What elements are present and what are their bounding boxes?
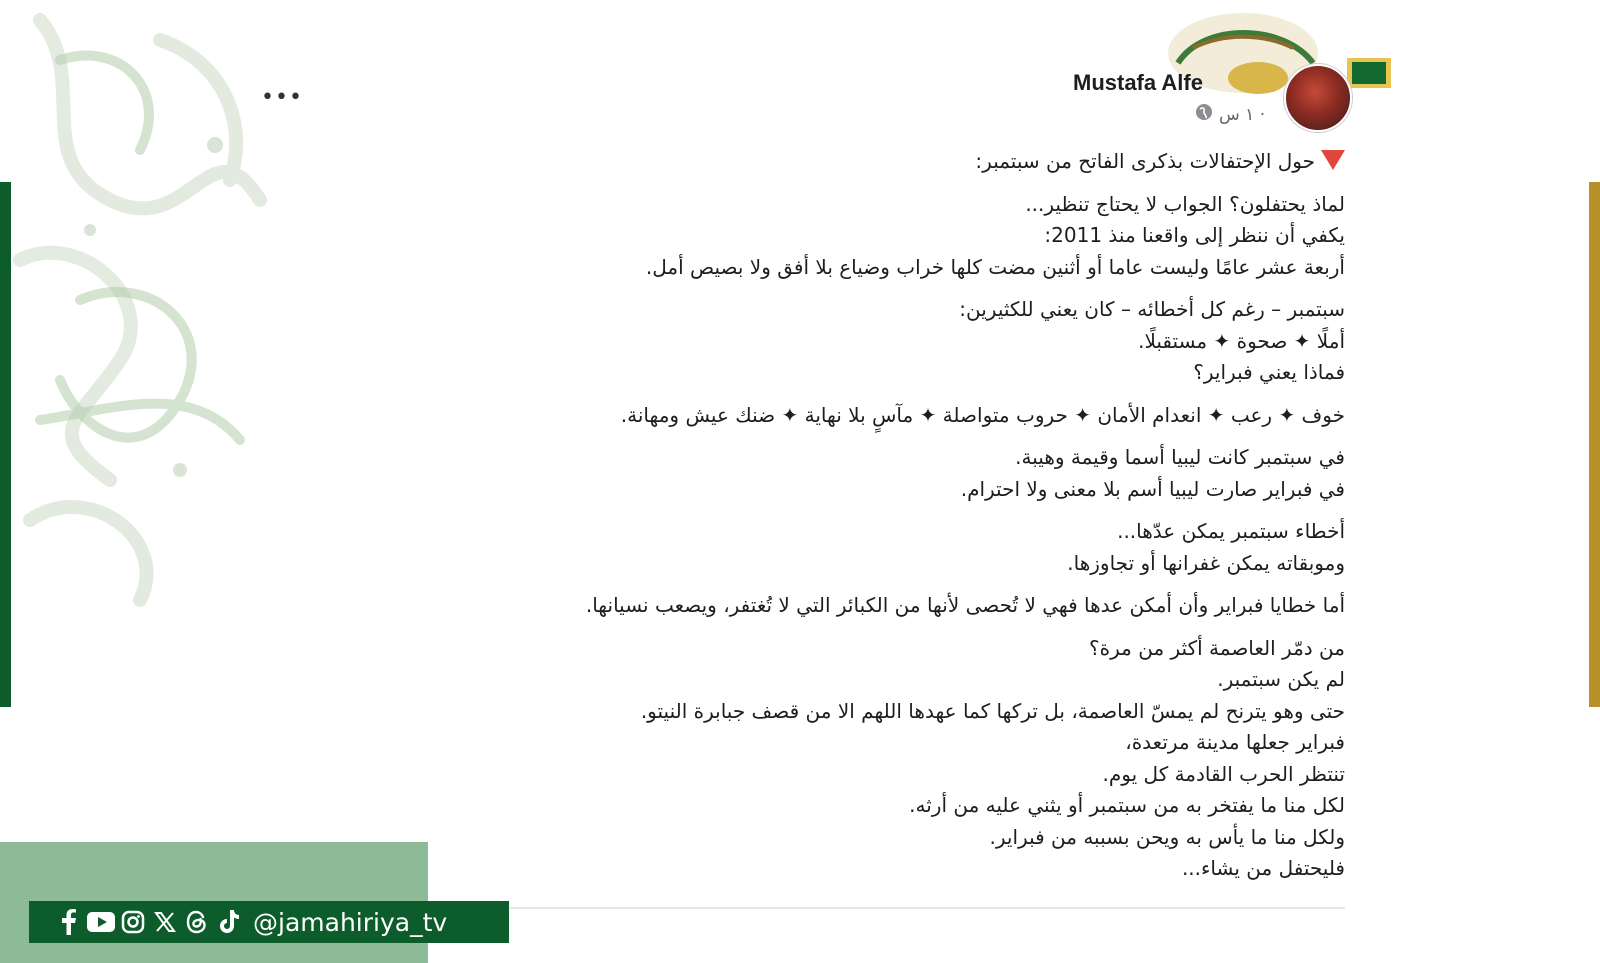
- post-paragraph: [440, 189, 1345, 284]
- post-body: [440, 146, 1345, 906]
- instagram-icon: [119, 908, 147, 936]
- post-line: يكفي أن ننظر إلى واقعنا منذ 2011:: [1044, 223, 1345, 247]
- x-icon: [151, 908, 179, 936]
- post-line: سبتمبر – رغم كل أخطائه – كان يعني للكثيرين:: [959, 297, 1345, 321]
- post-time[interactable]: ١ س ·: [1219, 104, 1266, 125]
- post-paragraph: [440, 633, 1345, 885]
- post-line: فماذا يعني فبراير؟: [1193, 360, 1345, 384]
- youtube-icon: [87, 908, 115, 936]
- post-line: في سبتمبر كانت ليبيا أسما وقيمة وهيبة.: [1015, 445, 1345, 469]
- post-line: من دمّر العاصمة أكثر من مرة؟: [1089, 635, 1345, 660]
- threads-icon: [183, 908, 211, 936]
- post-author-name[interactable]: Mustafa Alfe: [1073, 70, 1203, 95]
- flag-icon: [1347, 58, 1391, 88]
- post-line: خوف ✦ رعب ✦ انعدام الأمان ✦ حروب متواصلة ✦ مآسٍ بلا نهاية ✦ ضنك عيش ومهانة.: [620, 402, 1345, 427]
- post-line: لماذ يحتفلون؟ الجواب لا يحتاج تنظير...: [1025, 191, 1345, 216]
- post-paragraph: [440, 294, 1345, 389]
- post-line: لكل منا ما يفتخر به من سبتمبر أو يثني عليه من أرثه.: [909, 793, 1345, 817]
- post-line: ولكل منا ما يأس به ويحن بسببه من فبراير.: [989, 824, 1345, 849]
- post-line: أما خطايا فبراير وأن أمكن عدها فهي لا تُحصى لأنها من الكبائر التي لا تُغتفر، ويصعب نسيانها.: [585, 593, 1345, 617]
- avatar[interactable]: [1284, 64, 1352, 132]
- post-line: أخطاء سبتمبر يمكن عدّها...: [1117, 519, 1345, 543]
- right-gold-bar: [1589, 182, 1600, 707]
- tiktok-icon: [215, 908, 243, 936]
- more-options-button[interactable]: •••: [261, 85, 303, 110]
- facebook-icon: [55, 908, 83, 936]
- red-triangle-icon: [1321, 150, 1345, 170]
- post-heading: حول الإحتفالات بذكرى الفاتح من سبتمبر:: [440, 146, 1345, 178]
- social-handle-bar: [29, 901, 509, 943]
- post-paragraphs: [440, 189, 1345, 885]
- post-line: وموبقاته يمكن غفرانها أو تجاوزها.: [1067, 550, 1345, 575]
- post-line: تنتظر الحرب القادمة كل يوم.: [1102, 761, 1345, 786]
- post-line: حتى وهو يترنح لم يمسّ العاصمة، بل تركها كما عهدها اللهم الا من قصف جبابرة النيتو.: [640, 698, 1345, 723]
- globe-icon: [1195, 103, 1213, 126]
- post-line: فبراير جعلها مدينة مرتعدة،: [1125, 730, 1345, 754]
- post-meta: [1195, 103, 1265, 126]
- social-handle-text[interactable]: @jamahiriya_tv: [253, 907, 448, 937]
- post-line: أملًا ✦ صحوة ✦ مستقبلًا.: [1138, 328, 1345, 353]
- post-line: في فبراير صارت ليبيا أسم بلا معنى ولا احترام.: [960, 476, 1345, 501]
- post-paragraph: [440, 400, 1345, 432]
- post-divider: [440, 907, 1345, 909]
- post-paragraph: [440, 516, 1345, 579]
- post-paragraph: [440, 442, 1345, 505]
- post-line: لم يكن سبتمبر.: [1217, 667, 1345, 691]
- post-paragraph: [440, 590, 1345, 622]
- post-line: فليحتفل من يشاء...: [1181, 856, 1345, 880]
- post-line: أربعة عشر عامًا وليست عاما أو أثنين مضت كلها خراب وضياع بلا أفق ولا بصيص أمل.: [645, 254, 1345, 279]
